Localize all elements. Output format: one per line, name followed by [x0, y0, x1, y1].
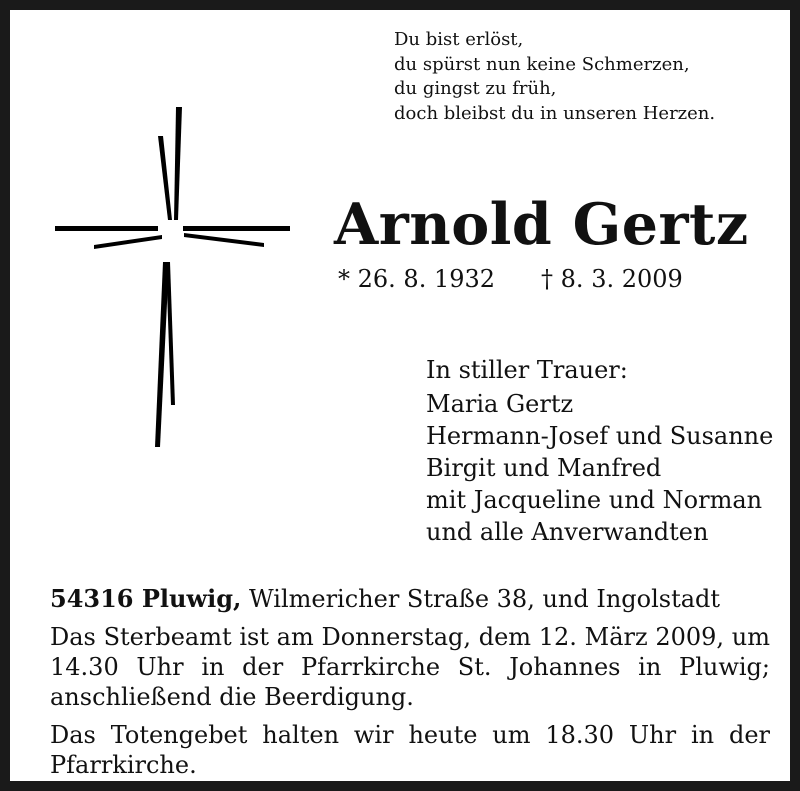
mourners-block: [426, 354, 773, 548]
cross-stroke: [155, 262, 169, 447]
poem: [394, 28, 784, 126]
death-date: † 8. 3. 2009: [541, 265, 683, 293]
cross-stroke: [183, 226, 290, 231]
cross-stroke: [174, 107, 182, 220]
mourners-heading: In stiller Trauer:: [426, 356, 628, 384]
life-dates: [338, 264, 683, 294]
mourner-name: Maria Gertz: [426, 390, 574, 418]
cross-stroke: [94, 235, 162, 249]
poem-line: du spürst nun keine Schmerzen,: [394, 53, 690, 75]
mourner-name: Hermann-Josef und Susanne: [426, 422, 774, 450]
poem-line: doch bleibst du in unseren Herzen.: [394, 102, 716, 124]
cross-stroke: [184, 233, 264, 247]
deceased-name: Arnold Gertz: [334, 191, 749, 258]
birth-date: * 26. 8. 1932: [338, 265, 496, 293]
mourner-name: und alle Anverwandten: [426, 518, 709, 546]
cross-stroke: [166, 262, 175, 405]
prayer-paragraph: Das Totengebet halten wir heute um 18.30 Uhr in der Pfarrkirche.: [50, 721, 770, 779]
requiem-paragraph: Das Sterbeamt ist am Donnerstag, dem 12. März 2009, um 14.30 Uhr in der Pfarrkirche St. Johannes in Pluwig; anschließend die Beerdigung.: [50, 623, 770, 711]
service-info: [50, 584, 770, 788]
mourner-name: Birgit und Manfred: [426, 454, 662, 482]
poem-line: Du bist erlöst,: [394, 29, 524, 50]
cross-icon: [50, 102, 300, 452]
mourner-name: mit Jacqueline und Norman: [426, 486, 763, 514]
address-line: [50, 584, 770, 614]
cross-stroke: [55, 226, 158, 231]
cross-stroke: [158, 136, 172, 220]
address-street: Wilmericher Straße 38, und Ingolstadt: [241, 585, 721, 613]
address-city: 54316 Pluwig,: [50, 584, 242, 613]
poem-line: du gingst zu früh,: [394, 78, 557, 99]
